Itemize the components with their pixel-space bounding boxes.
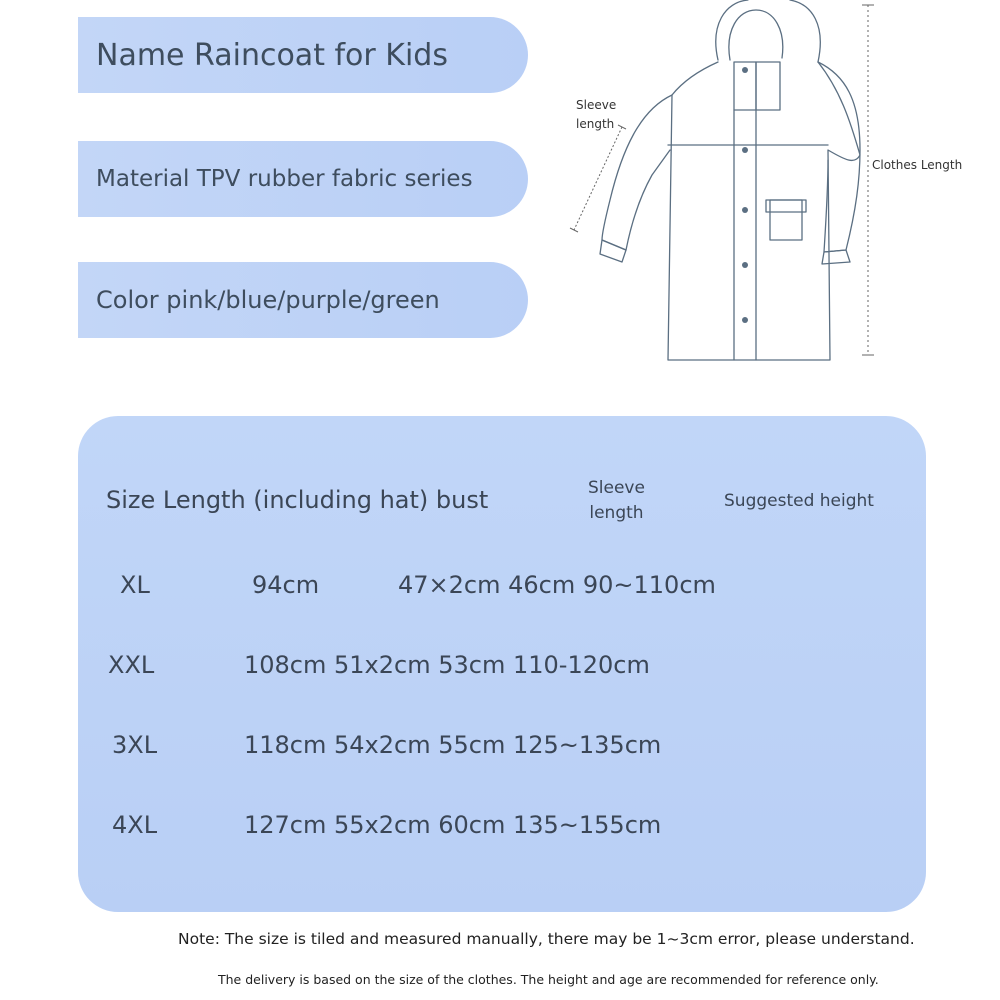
size-xl: XL: [120, 571, 150, 599]
size-header-main: Size Length (including hat) bust: [106, 486, 489, 514]
sleeve-length-label: [576, 96, 616, 134]
clothes-length-label: Clothes Length: [872, 158, 963, 172]
color-text: Color pink/blue/purple/green: [96, 286, 440, 314]
color-pill: [78, 262, 528, 338]
sleeve-header-line1: Sleeve: [588, 478, 645, 498]
values-4xl: 127cm 55x2cm 60cm 135~155cm: [244, 811, 662, 839]
values-3xl: 118cm 54x2cm 55cm 125~135cm: [244, 731, 662, 759]
delivery-note: The delivery is based on the size of the clothes. The height and age are recommended for reference only.: [218, 972, 879, 987]
length-xl: 94cm: [252, 571, 320, 599]
sleeve-header-line2: length: [589, 503, 644, 523]
sleeve-label-line2: length: [576, 117, 615, 131]
sleeve-length-header: [588, 476, 645, 526]
sleeve-label-line1: Sleeve: [576, 98, 617, 112]
raincoat-diagram: [560, 0, 990, 370]
values-xxl: 108cm 51x2cm 53cm 110-120cm: [244, 651, 650, 679]
size-xxl: XXL: [108, 651, 155, 679]
product-name-text: Name Raincoat for Kids: [96, 37, 448, 73]
material-text: Material TPV rubber fabric series: [96, 166, 473, 192]
size-3xl: 3XL: [112, 731, 158, 759]
values-xl: 47×2cm 46cm 90~110cm: [398, 571, 716, 599]
raincoat-outline-illustration: [560, 0, 990, 370]
suggested-height-header: Suggested height: [724, 491, 874, 511]
size-table-panel: [78, 416, 926, 912]
material-pill: [78, 141, 528, 217]
name-pill: [78, 17, 528, 93]
size-4xl: 4XL: [112, 811, 158, 839]
measurement-note: Note: The size is tiled and measured manually, there may be 1~3cm error, please understand.: [178, 930, 915, 948]
